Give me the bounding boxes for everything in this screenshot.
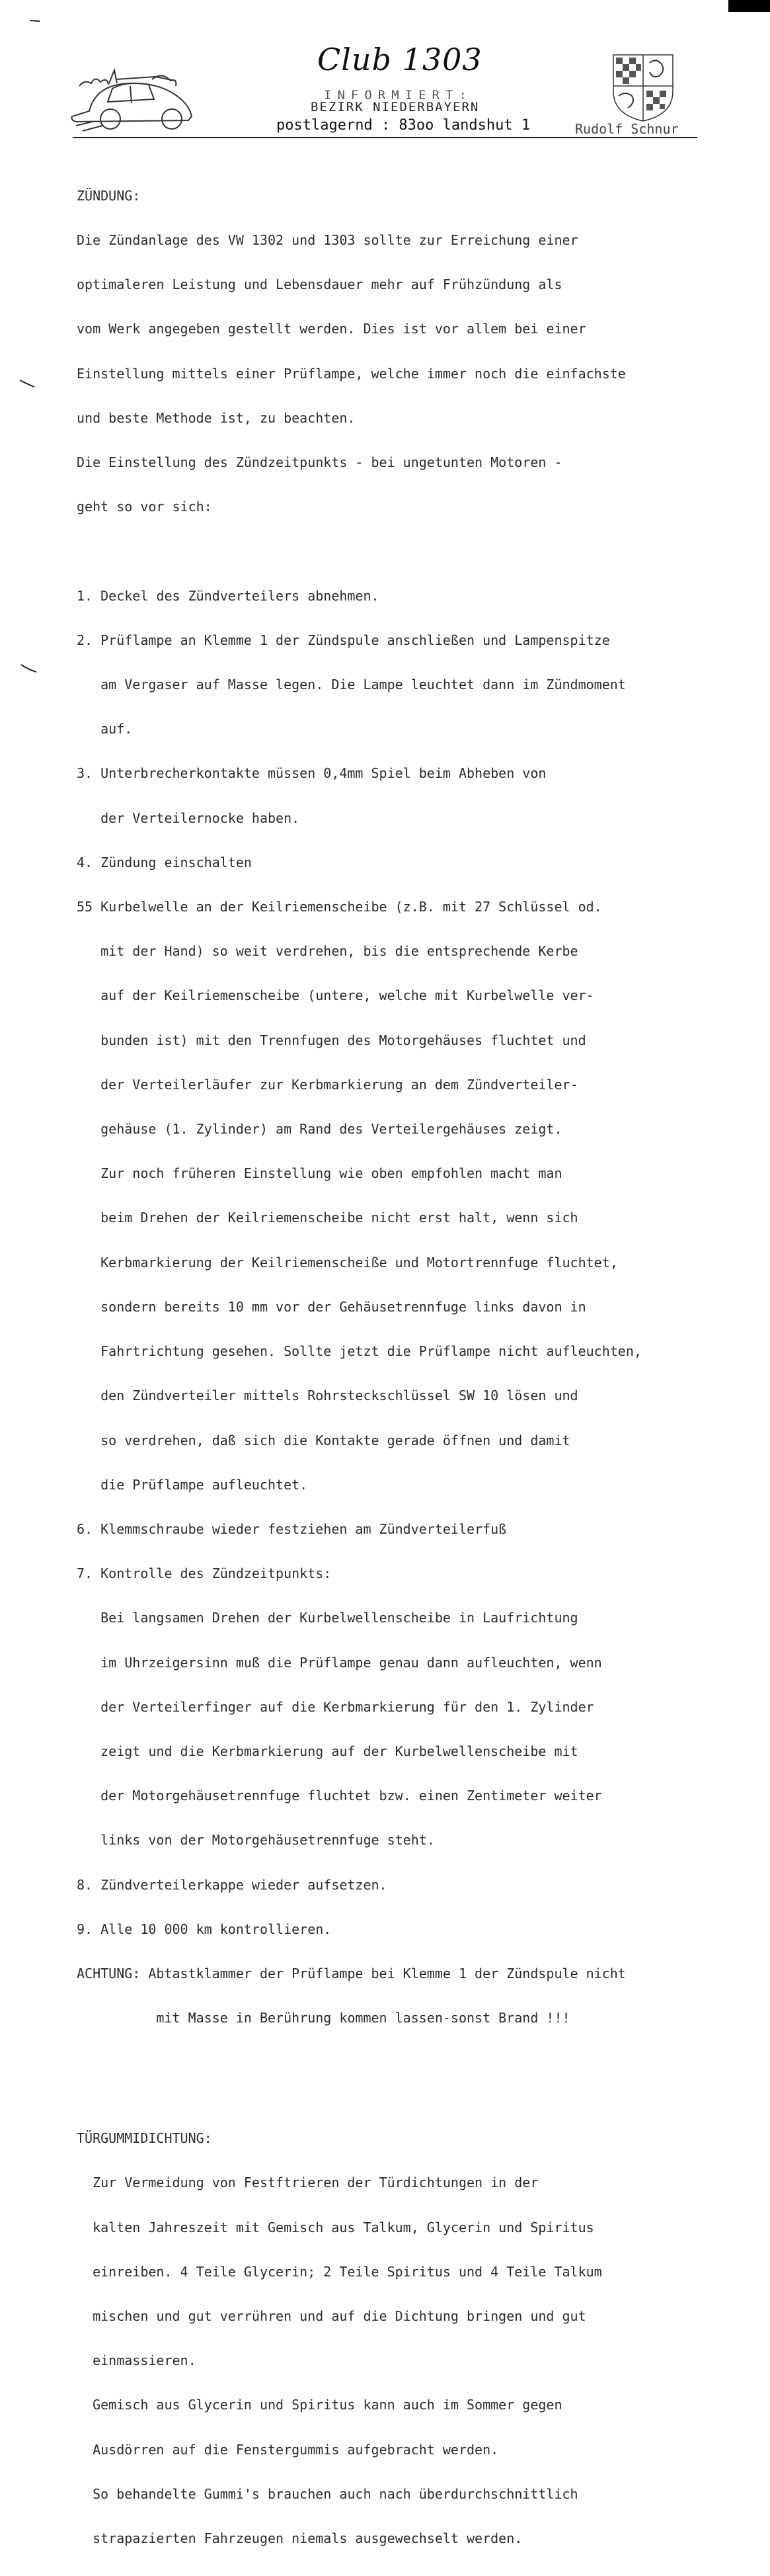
step-line: bunden ist) mit den Trennfugen des Motorgehäuses fluchtet und [77,1032,586,1048]
hole-punch-mark-middle [20,380,34,387]
step-line: auf. [77,721,133,737]
spacer [77,2055,711,2101]
door-seal-line: strapazierten Fahrzeugen niemals ausgewechselt werden. [77,2530,523,2546]
step-line: der Motorgehäusetrennfuge fluchtet bzw. einen Zentimeter weiter [77,1788,602,1804]
district-label: BEZIRK NIEDERBAYERN [311,100,480,114]
door-seal-line: kalten Jahreszeit mit Gemisch aus Talkum, Glycerin und Spiritus [77,2219,594,2235]
step-line: mit der Hand) so weit verdrehen, bis die entsprechende Kerbe [77,943,578,960]
door-seal-line: einmassieren. [77,2352,196,2369]
letterhead [66,36,701,142]
step-line: sondern bereits 10 mm vor der Gehäusetrennfuge links davon in [77,1298,586,1315]
step-line: 2. Prüflampe an Klemme 1 der Zündspule anschließen und Lampenspitze [77,632,610,648]
intro-line: Einstellung mittels einer Prüflampe, welche immer noch die einfachste [77,365,626,382]
header-divider [73,137,697,138]
step-line: 4. Zündung einschalten [77,854,252,870]
step-line: die Prüflampe aufleuchtet. [77,1476,308,1493]
door-seal-line: Zur Vermeidung von Festftrieren der Türdichtungen in der [77,2175,539,2191]
intro-line: und beste Methode ist, zu beachten. [77,409,356,426]
step-line: zeigt und die Kerbmarkierung auf der Kurbelwellenscheibe mit [77,1743,578,1759]
step-line: 6. Klemmschraube wieder festziehen am Zündverteilerfuß [77,1520,507,1537]
postal-address: postlagernd : 83oo landshut 1 [276,117,531,134]
door-seal-line: Ausdörren auf die Fenstergummis aufgebracht werden. [77,2441,499,2458]
step-line: der Verteilerfinger auf die Kerbmarkierung für den 1. Zylinder [77,1698,594,1715]
vw-beetle-drawing-icon [69,60,198,136]
step-line: 7. Kontrolle des Zündzeitpunkts: [77,1565,332,1582]
intro-line: Die Zündanlage des VW 1302 und 1303 sollte zur Erreichung einer [77,232,578,249]
step-line: gehäuse (1. Zylinder) am Rand des Verteilergehäuses zeigt. [77,1121,562,1138]
door-seal-line: mischen und gut verrühren und auf die Dichtung bringen und gut [77,2307,586,2324]
intro-line: Die Einstellung des Zündzeitpunkts - bei ungetunten Motoren - [77,454,562,471]
step-line: im Uhrzeigersinn muß die Prüflampe genau dann aufleuchten, wenn [77,1654,602,1671]
step-line: der Verteilerläufer zur Kerbmarkierung an dem Zündverteiler- [77,1076,578,1093]
warning-line: ACHTUNG: Abtastklammer der Prüflampe bei Klemme 1 der Zündspule nicht [77,1965,626,1981]
club-subtitle: INFORMIERT: [324,88,473,103]
step-line: 8. Zündverteilerkappe wieder aufsetzen. [77,1876,387,1893]
spacer [77,544,711,558]
step-line: 55 Kurbelwelle an der Keilriemenscheibe (z.B. mit 27 Schlüssel od. [77,899,602,915]
step-line: der Verteilernocke haben. [77,810,300,826]
step-line: den Zündverteiler mittels Rohrsteckschlüssel SW 10 lösen und [77,1388,578,1404]
corner-mark [728,0,770,12]
door-seal-line: einreiben. 4 Teile Glycerin; 2 Teile Spiritus und 4 Teile Talkum [77,2263,602,2280]
step-line: auf der Keilriemenscheibe (untere, welche mit Kurbelwelle ver- [77,987,594,1004]
door-seal-line: Gemisch aus Glycerin und Spiritus kann auch im Sommer gegen [77,2397,562,2413]
step-line: Zur noch früheren Einstellung wie oben empfohlen macht man [77,1165,562,1182]
step-line: so verdrehen, daß sich die Kontakte gerade öffnen und damit [77,1432,570,1448]
contact-person: Rudolf Schnur [575,121,679,137]
hole-punch-mark-lower [21,665,36,672]
step-line: Fahrtrichtung gesehen. Sollte jetzt die Prüflampe nicht aufleuchten, [77,1343,642,1360]
intro-line: optimaleren Leistung und Lebensdauer mehr auf Frühzündung als [77,276,562,293]
step-line: am Vergaser auf Masse legen. Die Lampe leuchtet dann im Zündmoment [77,677,626,693]
step-line: Bei langsamen Drehen der Kurbelwellenscheibe in Laufrichtung [77,1610,578,1626]
section-heading-ignition: ZÜNDUNG: [77,187,141,204]
intro-line: geht so vor sich: [77,499,212,515]
door-seal-line: So behandelte Gummi's brauchen auch nach überdurchschnittlich [77,2485,578,2502]
warning-line: mit Masse in Berührung kommen lassen-sonst Brand !!! [77,2010,570,2026]
step-line: 9. Alle 10 000 km kontrollieren. [77,1921,332,1937]
step-line: 1. Deckel des Zündverteilers abnehmen. [77,587,379,604]
club-name: Club 1303 [317,42,482,77]
step-line: 3. Unterbrecherkontakte müssen 0,4mm Spiel beim Abheben von [77,765,547,782]
step-line: Kerbmarkierung der Keilriemenscheiße und Motortrennfuge fluchtet, [77,1254,618,1270]
document-body [77,159,711,2575]
bavarian-crest-icon [600,50,683,122]
step-line: beim Drehen der Keilriemenscheibe nicht erst halt, wenn sich [77,1210,578,1226]
step-line: links von der Motorgehäusetrennfuge steht. [77,1832,435,1849]
section-heading-door-seal: TÜRGUMMIDICHTUNG: [77,2130,212,2147]
intro-line: vom Werk angegeben gestellt werden. Dies ist vor allem bei einer [77,321,586,337]
